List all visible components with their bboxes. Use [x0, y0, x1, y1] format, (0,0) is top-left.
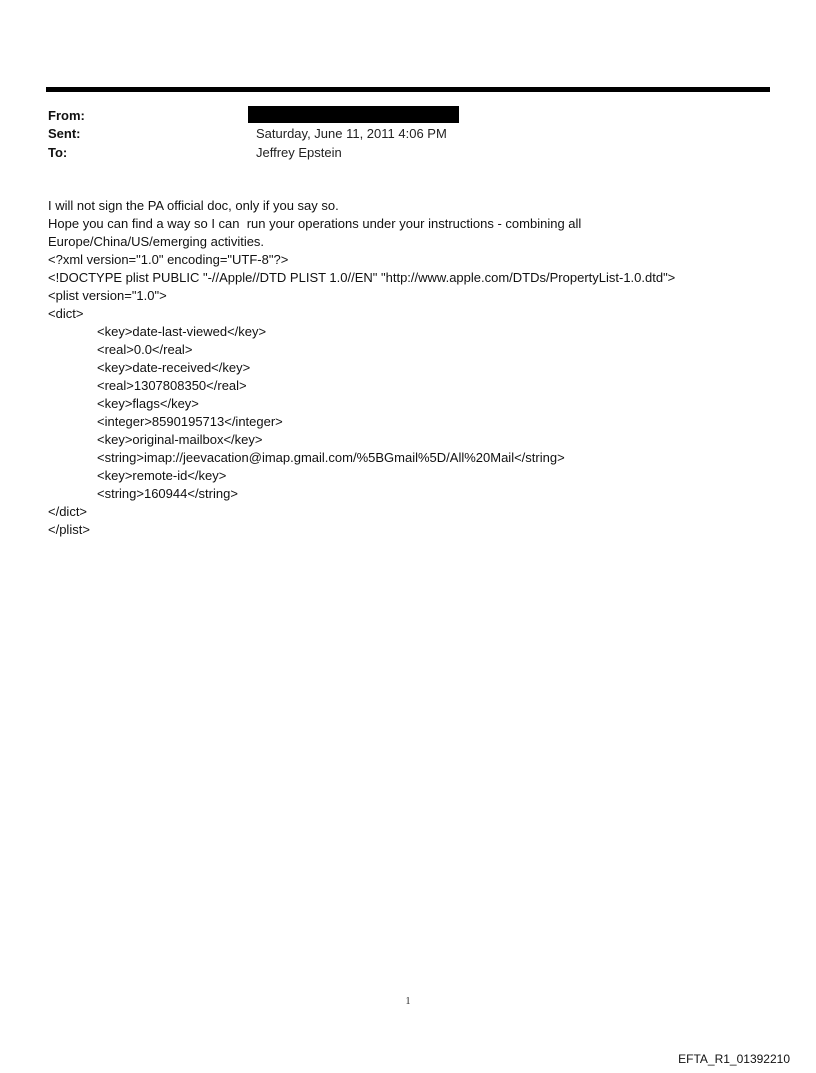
sent-label: Sent: [48, 126, 81, 141]
to-value: Jeffrey Epstein [256, 145, 342, 160]
body-line: Europe/China/US/emerging activities. [48, 234, 265, 249]
plist-close-line: </plist> [48, 522, 90, 537]
plist-entry-line: <integer>8590195713</integer> [97, 414, 283, 429]
to-row [48, 144, 768, 161]
page-number: 1 [405, 996, 411, 1007]
body-line: I will not sign the PA official doc, only if you say so. [48, 198, 339, 213]
body-line: Hope you can find a way so I can run your operations under your instructions - combining all [48, 216, 582, 231]
plist-entry-line: <key>original-mailbox</key> [97, 432, 263, 447]
dict-close-line: </dict> [48, 504, 88, 519]
plist-entry-line: <key>remote-id</key> [97, 468, 227, 483]
to-label: To: [48, 145, 68, 160]
header-divider [46, 87, 770, 92]
plist-entry-line: <string>imap://jeevacation@imap.gmail.com/%5BGmail%5D/All%20Mail</string> [97, 450, 565, 465]
plist-entry-line: <real>1307808350</real> [97, 378, 247, 393]
plist-entry-line: <key>date-last-viewed</key> [97, 324, 267, 339]
plist-entry-line: <key>flags</key> [97, 396, 199, 411]
redaction-block [248, 106, 459, 123]
plist-open-line: <plist version="1.0"> [48, 288, 167, 303]
dict-open-line: <dict> [48, 306, 84, 321]
xml-declaration-line: <?xml version="1.0" encoding="UTF-8"?> [48, 252, 289, 267]
from-label: From: [48, 108, 85, 123]
email-body [48, 197, 768, 539]
sent-value: Saturday, June 11, 2011 4:06 PM [256, 126, 447, 141]
sent-row [48, 125, 768, 142]
bates-number: EFTA_R1_01392210 [678, 1052, 790, 1066]
plist-entry-line: <real>0.0</real> [97, 342, 193, 357]
doctype-line: <!DOCTYPE plist PUBLIC "-//Apple//DTD PLIST 1.0//EN" "http://www.apple.com/DTDs/PropertyList-1.0.dtd"> [48, 270, 676, 285]
plist-entry-line: <key>date-received</key> [97, 360, 251, 375]
plist-entry-line: <string>160944</string> [97, 486, 238, 501]
